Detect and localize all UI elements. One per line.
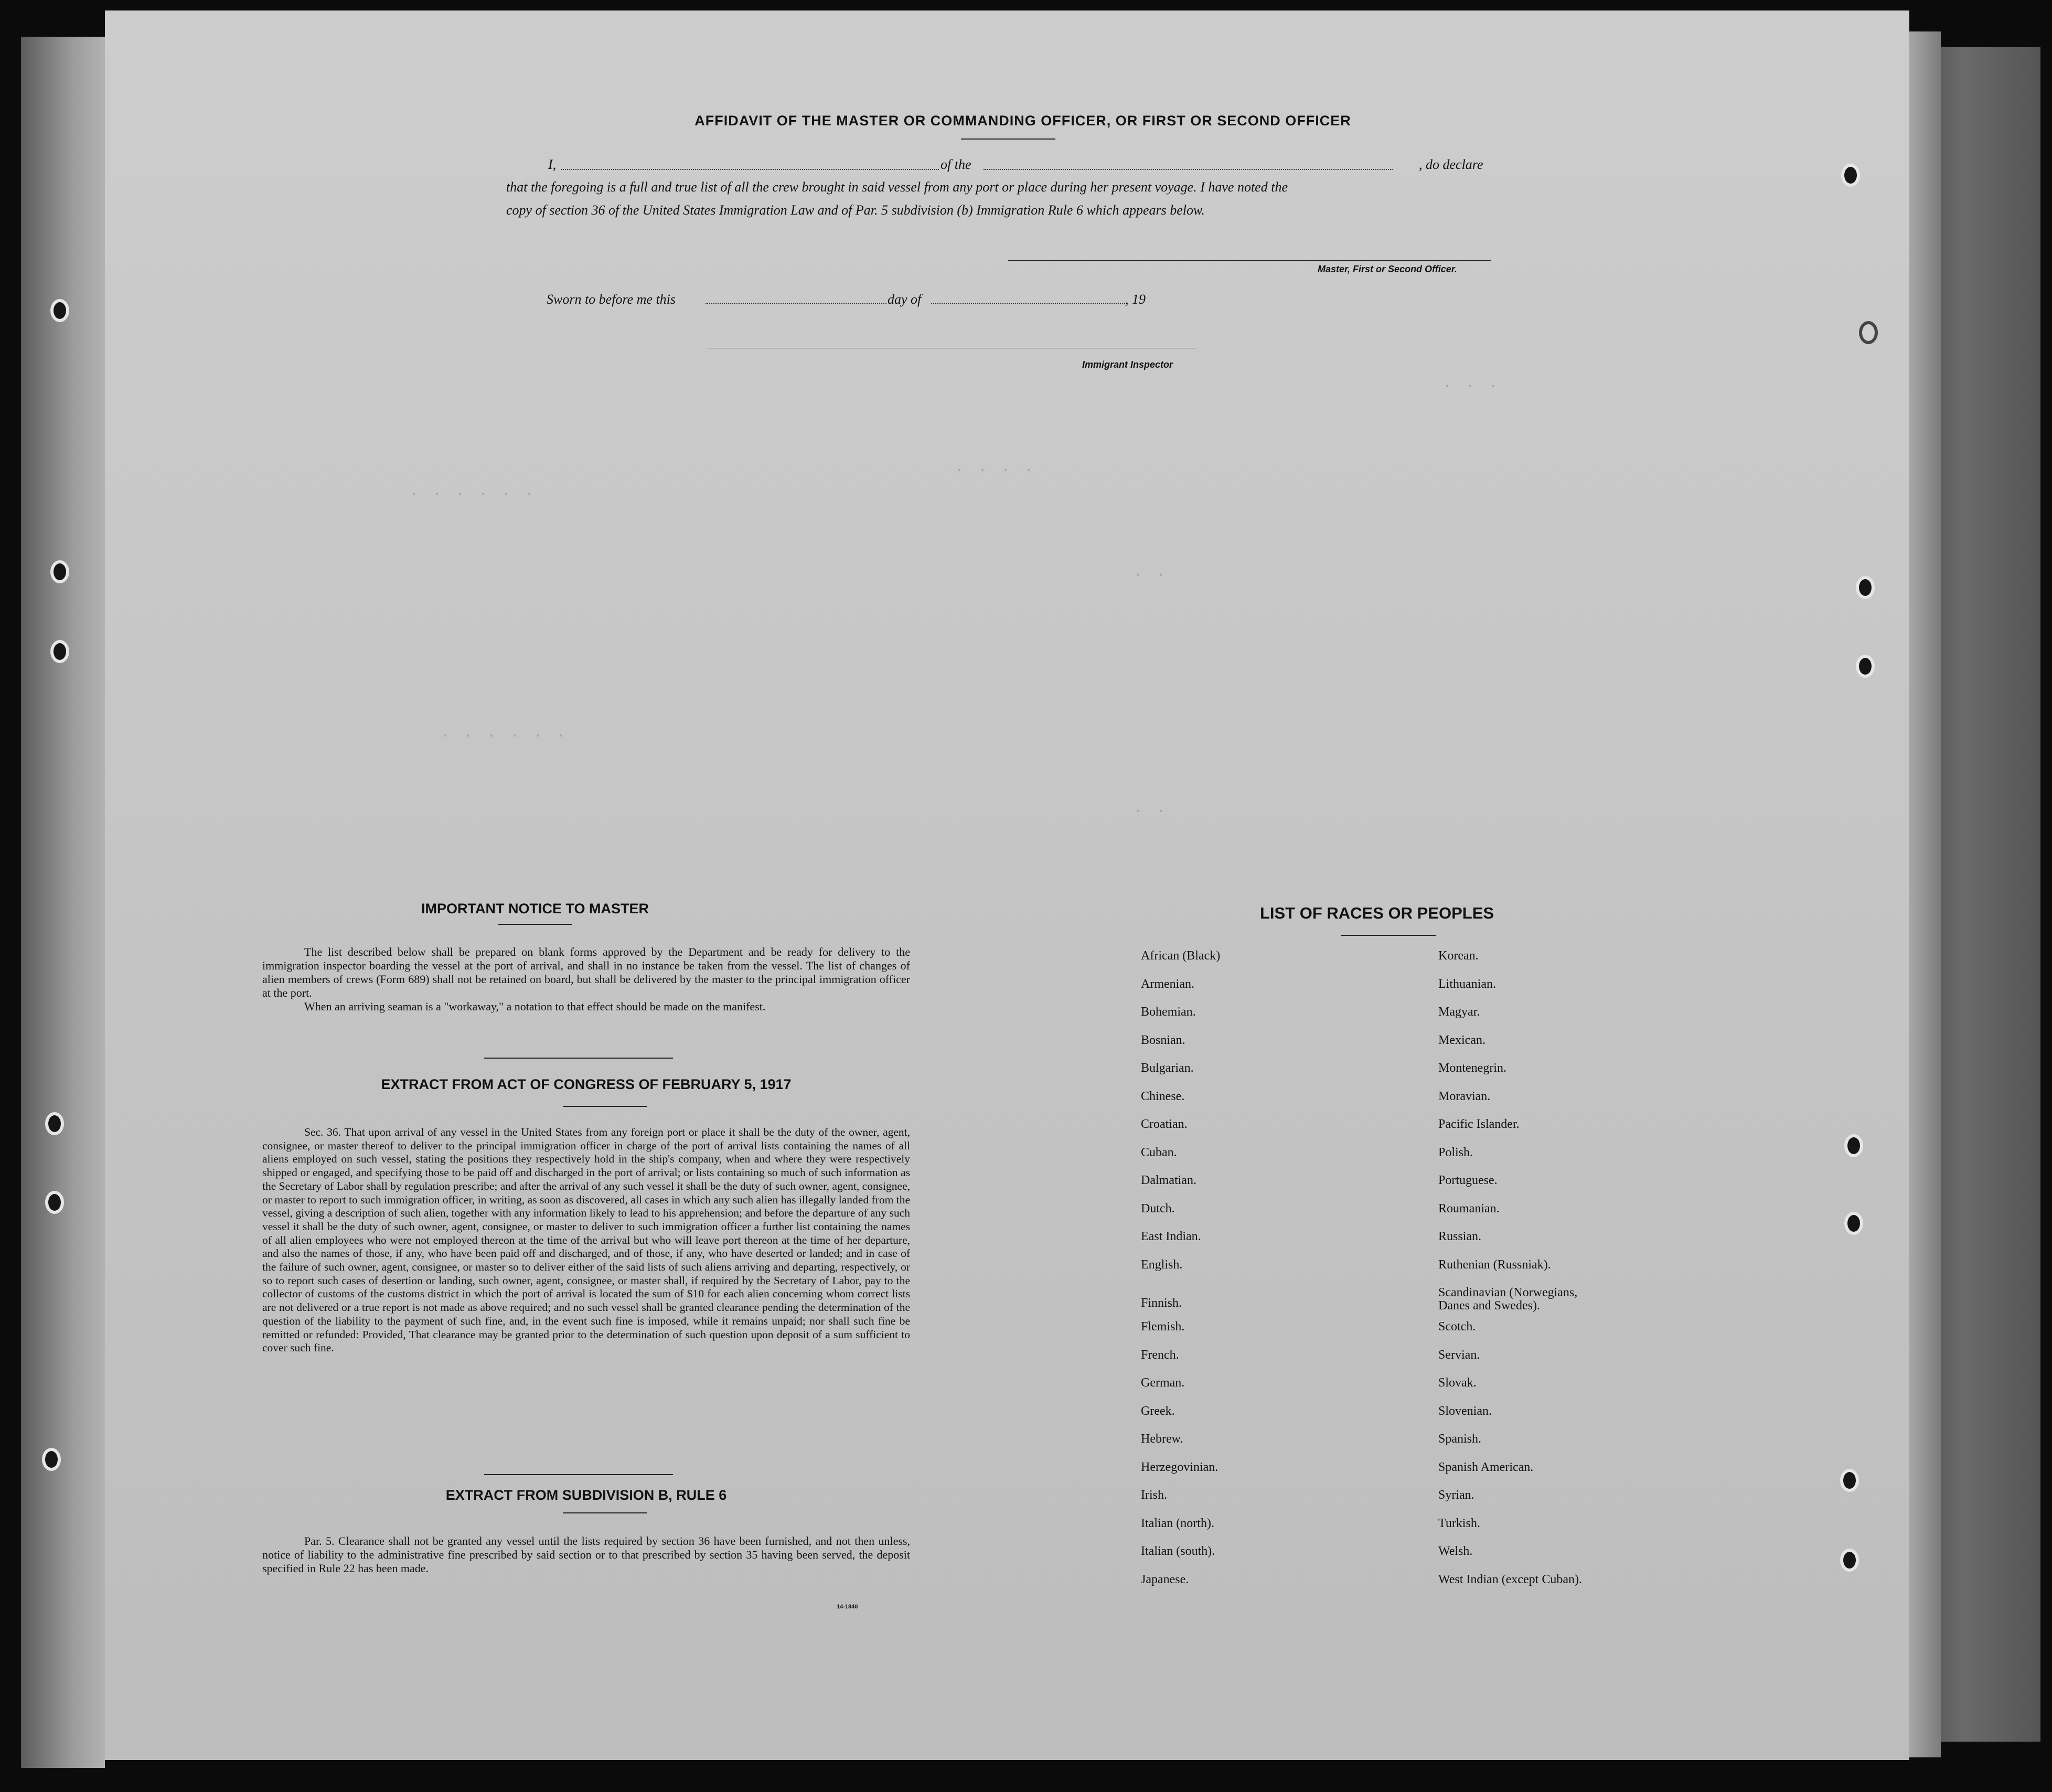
race-item: Slovenian.	[1438, 1404, 1492, 1418]
race-item: Bohemian.	[1141, 1005, 1196, 1019]
race-item: Bosnian.	[1141, 1033, 1185, 1047]
race-item: Italian (south).	[1141, 1544, 1215, 1558]
race-item: German.	[1141, 1376, 1185, 1390]
notice-title: IMPORTANT NOTICE TO MASTER	[421, 901, 649, 916]
race-item: Polish.	[1438, 1145, 1473, 1159]
binder-hole	[50, 299, 69, 322]
bleed-through-mark: · ·	[1133, 567, 1168, 584]
race-item: Armenian.	[1141, 977, 1194, 991]
binder-strip	[21, 37, 105, 1768]
race-item: Moravian.	[1438, 1089, 1491, 1103]
bleed-through-mark: . . . . . .	[441, 724, 568, 742]
name-line	[561, 169, 939, 170]
races-left-column	[1141, 950, 1382, 1601]
sworn-year: , 19	[1125, 292, 1146, 307]
race-item: Turkish.	[1438, 1516, 1480, 1530]
section-divider	[484, 1058, 673, 1059]
race-item: West Indian (except Cuban).	[1438, 1572, 1582, 1586]
race-item: Chinese.	[1141, 1089, 1185, 1103]
binder-hole	[1859, 321, 1878, 344]
bleed-through-mark: · ·	[1133, 803, 1168, 820]
bleed-through-mark: · · · ·	[955, 462, 1036, 479]
race-item: Hebrew.	[1141, 1432, 1183, 1446]
document-page	[105, 10, 1909, 1760]
binder-hole	[45, 1191, 64, 1214]
rule-paragraph: Par. 5. Clearance shall not be granted any vessel until the lists required by section 36 have been furnished, and not then unless, notice of liability to the administrative fine prescribed by said section or to that prescribed by section 35 having been served, the deposit specified in Rule 22 has been made.	[262, 1534, 910, 1575]
sworn-month-line	[931, 303, 1125, 304]
race-item: Roumanian.	[1438, 1201, 1500, 1215]
race-item: Herzegovinian.	[1141, 1460, 1219, 1474]
race-item: Bulgarian.	[1141, 1061, 1194, 1075]
race-item: Italian (north).	[1141, 1516, 1214, 1530]
race-item: Croatian.	[1141, 1117, 1188, 1131]
affidavit-line-3: copy of section 36 of the United States Immigration Law and of Par. 5 subdivision (b) Immigration Rule 6 which appears below.	[506, 202, 1205, 218]
inspector-label: Immigrant Inspector	[1082, 359, 1173, 370]
notice-paragraph: When an arriving seaman is a "workaway," a notation to that effect should be made on the manifest.	[304, 1000, 766, 1013]
binder-hole	[50, 560, 69, 583]
binder-hole	[1844, 1212, 1863, 1235]
race-item: Mexican.	[1438, 1033, 1485, 1047]
race-item: Dutch.	[1141, 1201, 1175, 1215]
race-item: Slovak.	[1438, 1376, 1477, 1390]
affidavit-of-the: of the	[940, 157, 971, 172]
signature-line	[1008, 260, 1491, 261]
affidavit-declare: , do declare	[1419, 157, 1483, 172]
race-item: Spanish.	[1438, 1432, 1482, 1446]
affidavit-title: AFFIDAVIT OF THE MASTER OR COMMANDING OFFICER, OR FIRST OR SECOND OFFICER	[694, 113, 1351, 129]
race-item: Dalmatian.	[1141, 1174, 1196, 1187]
vessel-line	[984, 169, 1393, 170]
race-item: Irish.	[1141, 1488, 1167, 1502]
notice-body	[262, 945, 910, 1014]
act-paragraph: Sec. 36. That upon arrival of any vessel in the United States from any foreign port or place it shall be the duty of the owner, agent, consignee, or master thereof to deliver to the principal immigration officer in charge of the port of arrival lists containing the names of all aliens employed on such vessel, stating the positions they respectively hold in the ship's company, when and where they were respectively shipped or engaged, and specifying those to be paid off and discharged in the port of arrival; or lists containing so much of such information as the Secretary of Labor shall by regulation prescribe; and after the arrival of any such vessel it shall be the duty of such owner, agent, consignee, or master to report to such immigration officer, in writing, as soon as discovered, all cases in which any such alien has illegally landed from the vessel, giving a description of such alien, together with any information likely to lead to his apprehension; and before the departure of any such vessel it shall be the duty of such owner, agent, consignee, or master to deliver to such immigration officer a further list containing the names of all alien employees who were not employed thereon at the time of the arrival but who will leave port thereon at the time of her departure, and also the names of those, if any, who have been paid off and discharged, and of those, if any, who have deserted or landed; and in case of the failure of such owner, agent, consignee, or master so to deliver either of the said lists of such aliens arriving and departing, respectively, or so to report such cases of desertion or landing, such owner, agent, consignee, or master shall, if required by the Secretary of Labor, pay to the collector of customs of the customs district in which the port of arrival is located the sum of $10 for each alien concerning whom correct lists are not delivered or a true report is not made as above required; and no such vessel shall be granted clearance pending the determination of the question of the liability to the payment of such fine, and, in the event such fine is imposed, while it remains unpaid; nor shall such fine be remitted or refunded: Provided, That clearance may be granted prior to the determination of such question upon deposit of a sum sufficient to cover such fine.	[262, 1126, 910, 1354]
title-divider	[961, 138, 1055, 140]
sworn-day-of: day of	[888, 292, 922, 307]
act-divider	[563, 1106, 647, 1107]
binder-hole	[45, 1112, 64, 1135]
race-item: Japanese.	[1141, 1572, 1189, 1586]
race-item: Greek.	[1141, 1404, 1175, 1418]
sworn-text: Sworn to before me this	[547, 292, 676, 307]
binder-hole	[1840, 1469, 1859, 1492]
race-item: Flemish.	[1141, 1320, 1185, 1334]
race-item: Russian.	[1438, 1230, 1482, 1243]
binder-hole	[42, 1448, 61, 1471]
bleed-through-mark: · · ·	[1442, 378, 1501, 396]
race-item: French.	[1141, 1348, 1179, 1362]
race-item: Pacific Islander.	[1438, 1117, 1520, 1131]
race-item: Magyar.	[1438, 1005, 1480, 1019]
notice-divider	[498, 924, 572, 925]
race-item: Montenegrin.	[1438, 1061, 1506, 1075]
affidavit-i: I,	[548, 157, 557, 172]
race-item: Scandinavian (Norwegians, Danes and Swedes).	[1438, 1286, 1578, 1313]
races-title: LIST OF RACES OR PEOPLES	[1259, 904, 1494, 922]
act-body	[262, 1126, 910, 1355]
rule-body	[262, 1534, 910, 1575]
race-item: Syrian.	[1438, 1488, 1474, 1502]
race-item: Servian.	[1438, 1348, 1480, 1362]
race-item: Scotch.	[1438, 1320, 1476, 1334]
rule-divider	[563, 1512, 647, 1513]
race-item: English.	[1141, 1257, 1183, 1272]
binder-hole	[1841, 164, 1860, 187]
act-title: EXTRACT FROM ACT OF CONGRESS OF FEBRUARY 5, 1917	[381, 1076, 792, 1092]
rule-title: EXTRACT FROM SUBDIVISION B, RULE 6	[445, 1487, 727, 1503]
race-item: Korean.	[1438, 949, 1479, 963]
affidavit-line-2: that the foregoing is a full and true list of all the crew brought in said vessel from any port or place during her present voyage. I have noted the	[506, 179, 1288, 195]
races-right-column	[1438, 950, 1764, 1601]
race-item: African (Black)	[1141, 949, 1221, 963]
binder-hole	[50, 640, 69, 663]
race-item: Finnish.	[1141, 1296, 1182, 1310]
signature-label: Master, First or Second Officer.	[1318, 264, 1457, 274]
race-item: Portuguese.	[1438, 1174, 1498, 1187]
binder-hole	[1844, 1134, 1863, 1157]
race-item: Welsh.	[1438, 1544, 1473, 1558]
race-item: Spanish American.	[1438, 1460, 1534, 1474]
bleed-through-mark: . . . . . .	[409, 483, 537, 500]
section-divider	[484, 1474, 673, 1475]
races-divider	[1341, 935, 1436, 936]
notice-paragraph: The list described below shall be prepared on blank forms approved by the Department and be ready for delivery to the immigration inspector boarding the vessel at the port of arrival, and shall in no instance be taken from the vessel. The list of changes of alien members of crews (Form 689) shall not be retained on board, but shall be delivered by the master to the principal immigration officer at the port.	[262, 945, 910, 999]
binder-hole	[1840, 1549, 1859, 1572]
binder-hole	[1856, 655, 1875, 678]
race-item: East Indian.	[1141, 1230, 1201, 1243]
race-item: Ruthenian (Russniak).	[1438, 1257, 1551, 1272]
race-item: Cuban.	[1141, 1145, 1177, 1159]
sworn-day-line	[706, 303, 886, 304]
binder-hole	[1856, 576, 1875, 599]
race-item: Lithuanian.	[1438, 977, 1496, 991]
form-code: 14-1840	[837, 1604, 858, 1610]
